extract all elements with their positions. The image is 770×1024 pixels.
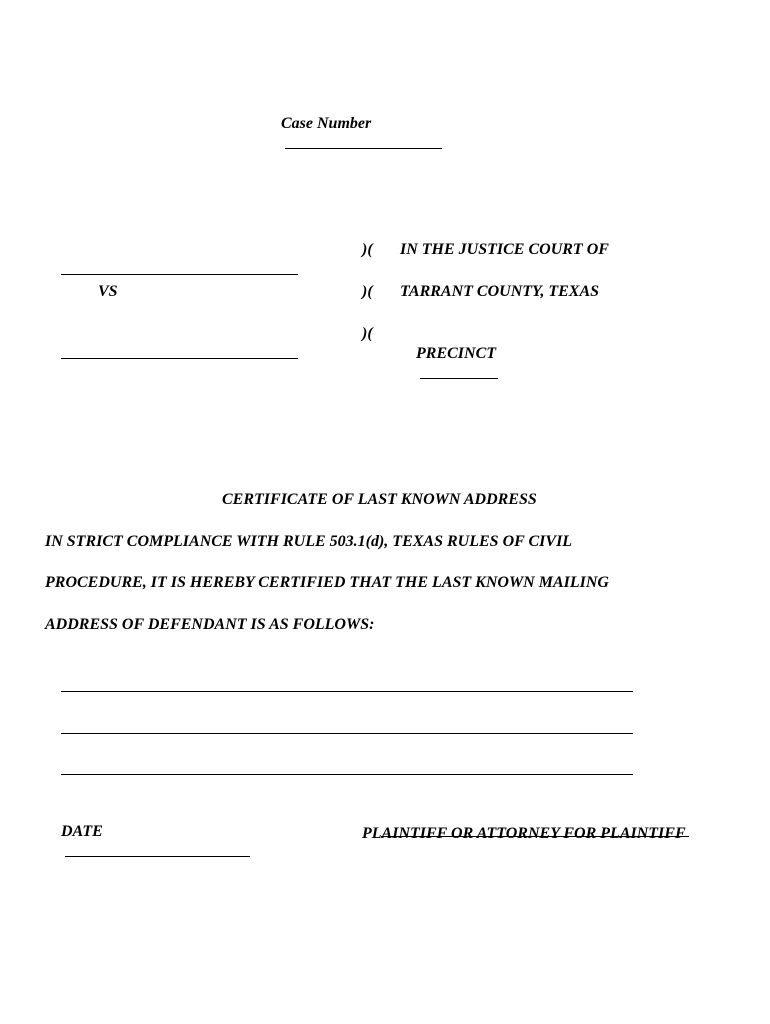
precinct-field[interactable] xyxy=(420,364,498,379)
date-label: DATE xyxy=(61,823,103,840)
case-number-field[interactable] xyxy=(285,134,442,149)
date-row xyxy=(45,802,250,883)
caption-separator: )( xyxy=(362,241,373,258)
plaintiff-name-field[interactable] xyxy=(61,260,298,275)
address-line-1-field[interactable] xyxy=(61,677,633,692)
defendant-row xyxy=(45,324,298,385)
vs-label: VS xyxy=(98,283,118,300)
address-line-2-field[interactable] xyxy=(61,719,633,734)
case-number-label: Case Number xyxy=(281,115,372,132)
case-number-row xyxy=(265,94,442,175)
address-line-row xyxy=(45,740,633,801)
plaintiff-row xyxy=(45,240,298,301)
court-name-line-1: IN THE JUSTICE COURT OF xyxy=(400,241,609,258)
signer-label: PLAINTIFF OR ATTORNEY FOR PLAINTIFF xyxy=(362,825,686,842)
court-name-line-2: TARRANT COUNTY, TEXAS xyxy=(400,283,600,300)
address-line-3-field[interactable] xyxy=(61,760,633,775)
caption-separator: )( xyxy=(362,283,373,300)
defendant-name-field[interactable] xyxy=(61,344,298,359)
certificate-body-line: ADDRESS OF DEFENDANT IS AS FOLLOWS: xyxy=(45,616,375,633)
precinct-row xyxy=(400,324,498,405)
certificate-body-line: IN STRICT COMPLIANCE WITH RULE 503.1(d), TEXAS RULES OF CIVIL xyxy=(45,533,573,550)
precinct-label: PRECINCT xyxy=(416,345,497,362)
caption-separator: )( xyxy=(362,325,373,342)
date-field[interactable] xyxy=(65,842,250,857)
certificate-title: CERTIFICATE OF LAST KNOWN ADDRESS xyxy=(222,491,537,508)
certificate-body-line: PROCEDURE, IT IS HEREBY CERTIFIED THAT THE LAST KNOWN MAILING xyxy=(45,574,609,591)
